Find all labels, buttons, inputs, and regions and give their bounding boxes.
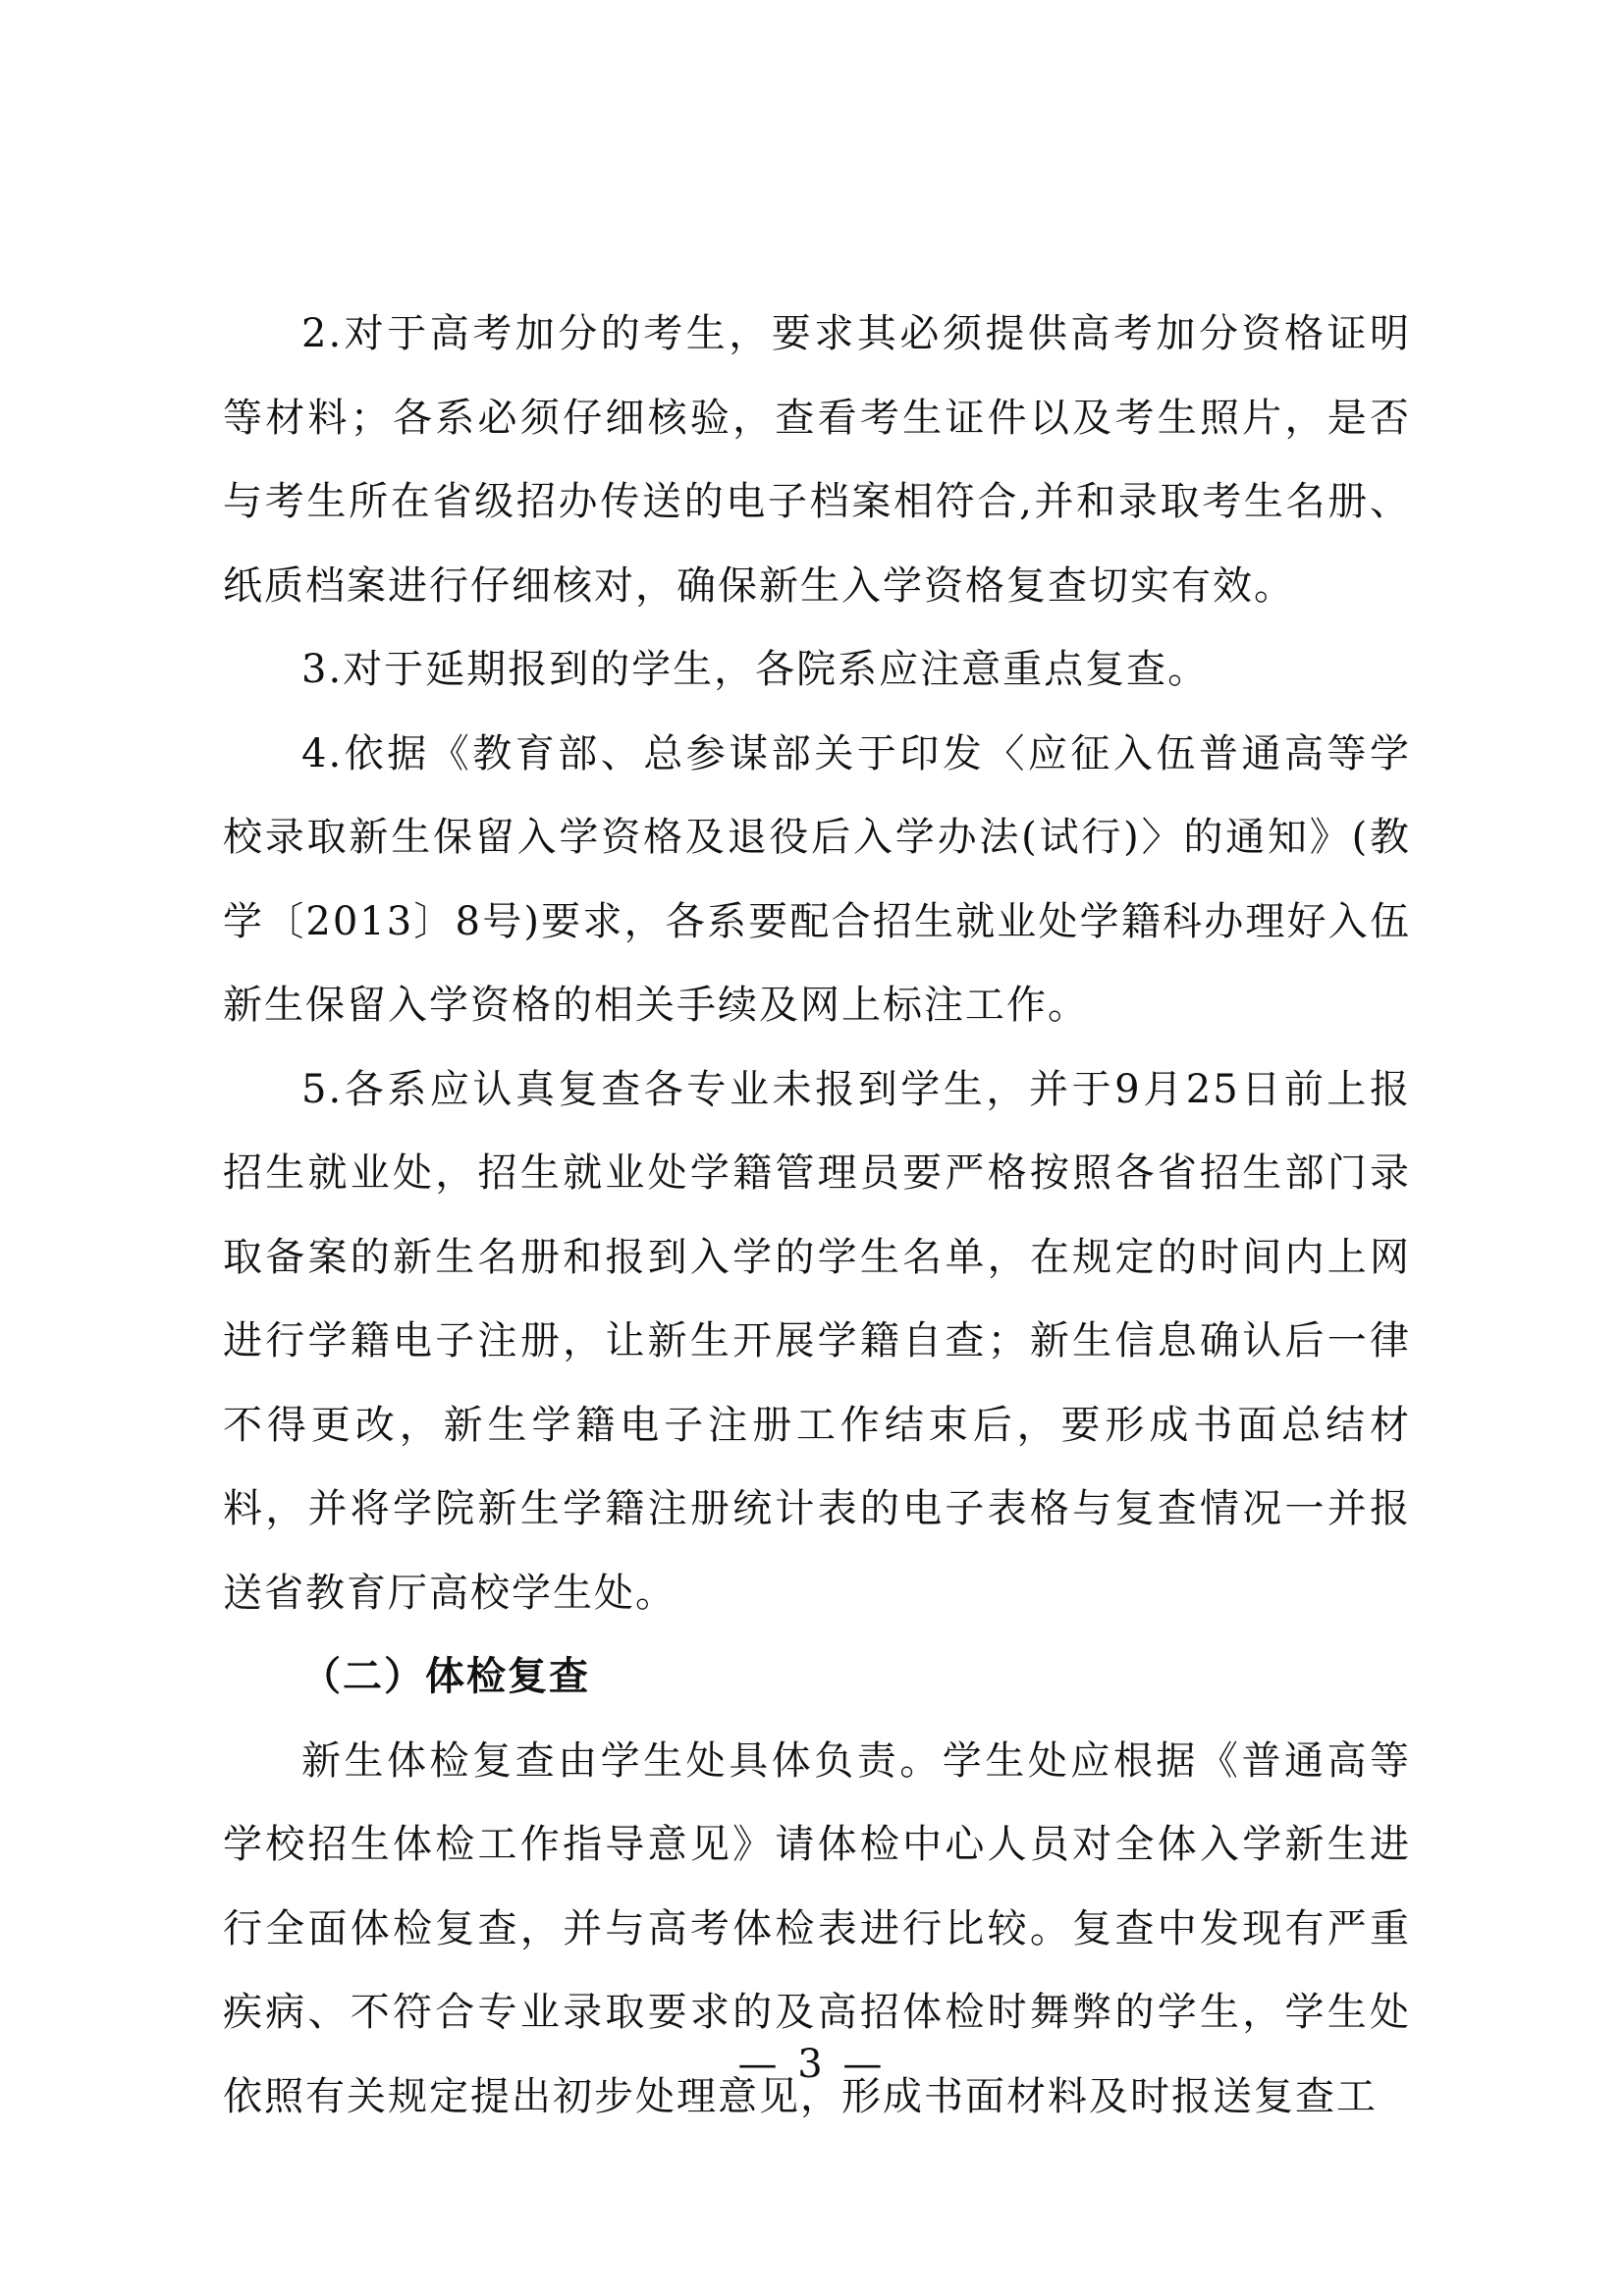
- paragraph-3-delayed-registration: 3.对于延期报到的学生，各院系应注意重点复查。: [301, 647, 1210, 692]
- paragraph-physical-exam: 新生体检复查由学生处具体负责。学生处应根据《普通高等学校招生体检工作指导意见》请体检中心人员对全体入学新生进行全面体检复查，并与高考体检表进行比较。复查中发现有严重疾病、不符合专业录取要求的及高招体检时舞弊的学生，学生处依照有关规定提出初步处理意见，形成书面材料及时报送复查工: [223, 1737, 1411, 2119]
- paragraph-2-bonus-points: 2.对于高考加分的考生，要求其必须提供高考加分资格证明等材料；各系必须仔细核验，查看考生证件以及考生照片，是否与考生所在省级招办传送的电子档案相符合,并和录取考生名册、纸质档案进行仔细核对，确保新生入学资格复查切实有效。: [223, 311, 1411, 609]
- page-number: — 3 —: [737, 2042, 887, 2087]
- document-body: [223, 293, 1411, 2139]
- section-heading-physical-exam: （二）体检复查: [301, 1654, 590, 1699]
- paragraph-5-unregistered-students: 5.各系应认真复查各专业未报到学生，并于9月25日前上报招生就业处，招生就业处学籍管理员要严格按照各省招生部门录取备案的新生名册和报到入学的学生名单，在规定的时间内上网进行学籍电子注册，让新生开展学籍自查；新生信息确认后一律不得更改，新生学籍电子注册工作结束后，要形成书面总结材料，并将学院新生学籍注册统计表的电子表格与复查情况一并报送省教育厅高校学生处。: [223, 1066, 1411, 1616]
- paragraph-4-enlisted-students: 4.依据《教育部、总参谋部关于印发〈应征入伍普通高等学校录取新生保留入学资格及退役后入学办法(试行)〉的通知》(教学〔2013〕8号)要求，各系要配合招生就业处学籍科办理好入伍新生保留入学资格的相关手续及网上标注工作。: [223, 730, 1411, 1028]
